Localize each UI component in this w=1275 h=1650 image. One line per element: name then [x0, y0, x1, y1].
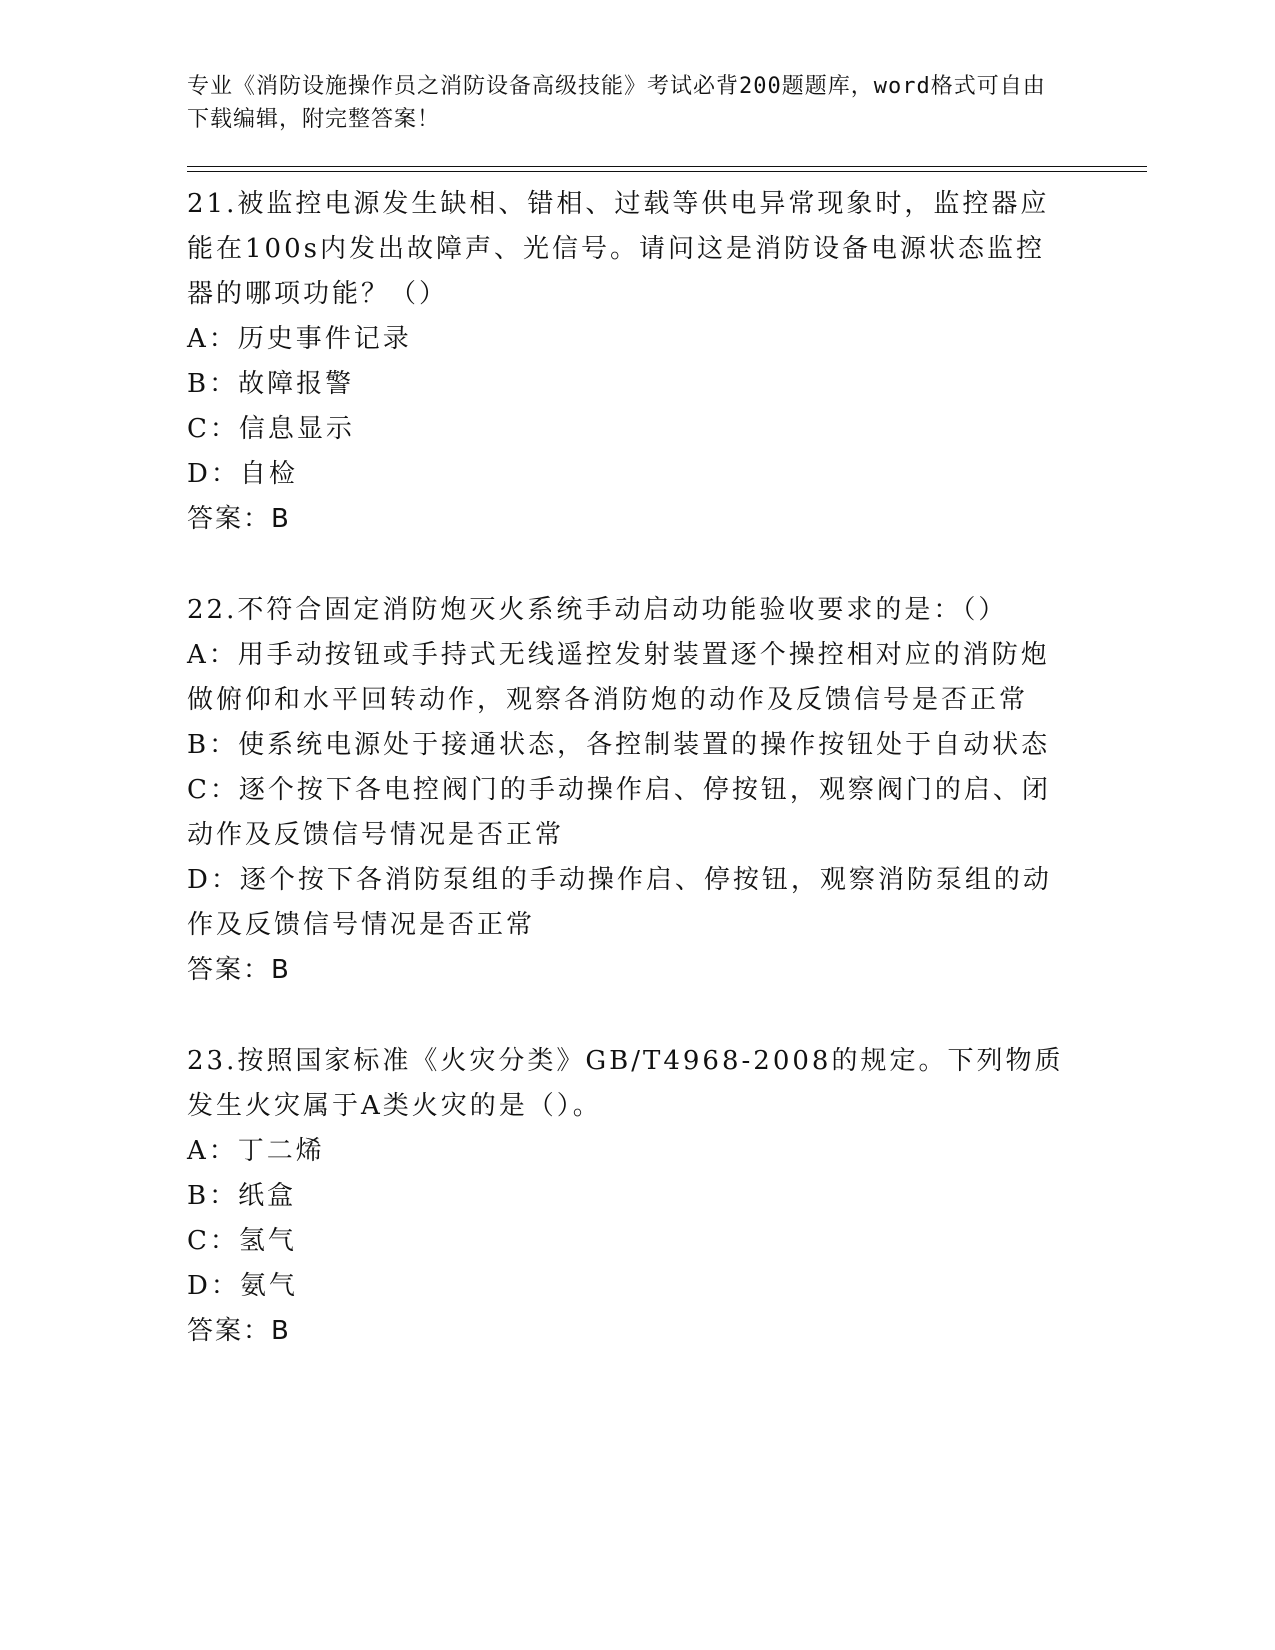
header-divider: [187, 166, 1147, 172]
option-d: D：逐个按下各消防泵组的手动操作启、停按钮，观察消防泵组的动作及反馈信号情况是否正常: [187, 865, 1052, 940]
option-a: A：丁二烯: [187, 1136, 325, 1166]
answer-label: 答案：B: [187, 955, 291, 985]
option-b: B：使系统电源处于接通状态，各控制装置的操作按钮处于自动状态: [187, 730, 1051, 760]
option-a: A：用手动按钮或手持式无线遥控发射装置逐个操控相对应的消防炮做俯仰和水平回转动作，观察各消防炮的动作及反馈信号是否正常: [187, 640, 1050, 715]
question-23: [187, 1039, 1067, 1354]
option-d: D：氨气: [187, 1271, 298, 1301]
option-c: C：逐个按下各电控阀门的手动操作启、停按钮，观察阀门的启、闭动作及反馈信号情况是否正常: [187, 775, 1051, 850]
option-b: B：纸盒: [187, 1181, 297, 1211]
answer-label: 答案：B: [187, 1316, 291, 1346]
option-b: B：故障报警: [187, 369, 355, 399]
option-c: C：信息显示: [187, 414, 355, 444]
document-header: 专业《消防设施操作员之消防设备高级技能》考试必背200题题库，word格式可自由下载编辑，附完整答案！: [187, 74, 1046, 132]
question-22: [187, 588, 1067, 993]
question-stem: 22.不符合固定消防炮灭火系统手动启动功能验收要求的是：（）: [187, 595, 1008, 625]
option-c: C：氢气: [187, 1226, 297, 1256]
answer-label: 答案：B: [187, 504, 291, 534]
question-stem: 21.被监控电源发生缺相、错相、过载等供电异常现象时，监控器应能在100s内发出故障声、光信号。请问这是消防设备电源状态监控器的哪项功能？（）: [187, 189, 1050, 309]
document-page: [187, 70, 1147, 1354]
question-21: [187, 182, 1067, 542]
option-a: A：历史事件记录: [187, 324, 412, 354]
option-d: D：自检: [187, 459, 298, 489]
question-stem: 23.按照国家标准《火灾分类》GB/T4968-2008的规定。下列物质发生火灾属于A类火灾的是（）。: [187, 1046, 1064, 1121]
